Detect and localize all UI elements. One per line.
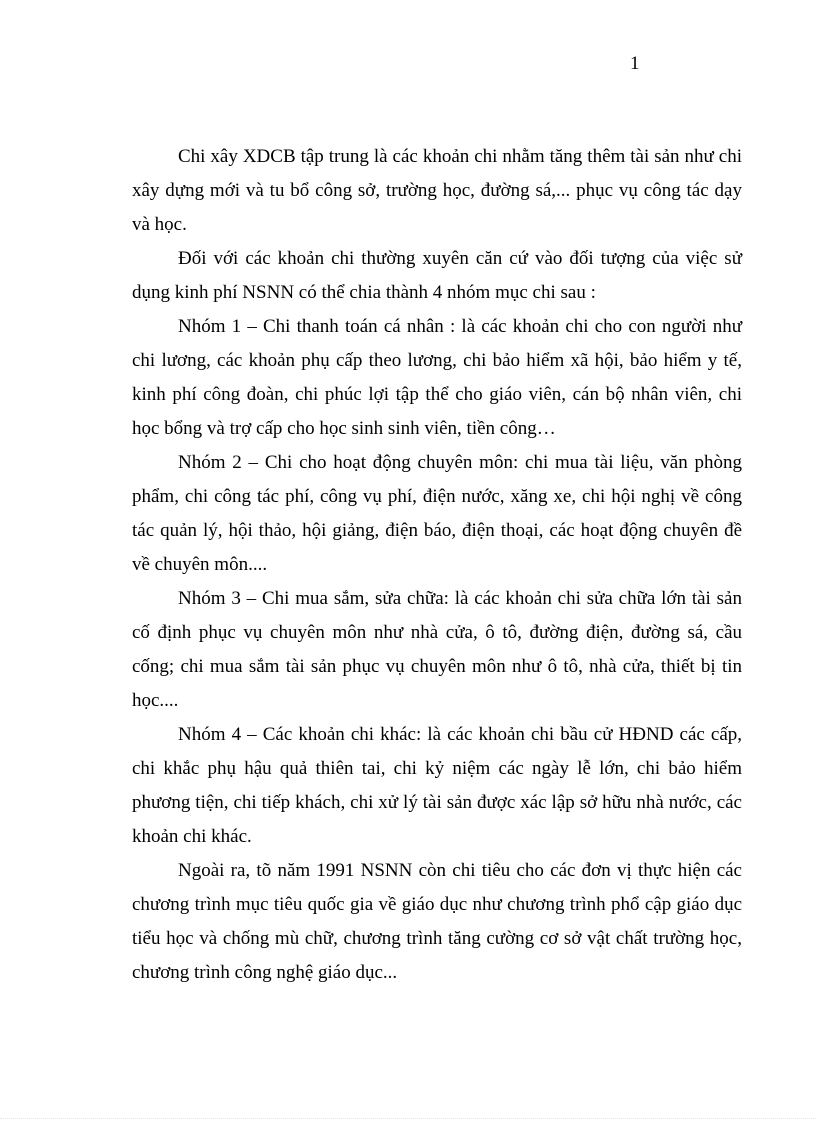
document-body <box>132 140 742 990</box>
paragraph-group-4: Nhóm 4 – Các khoản chi khác: là các khoản chi bầu cử HĐND các cấp, chi khắc phụ hậu quả thiên tai, chi kỷ niệm các ngày lễ lớn, chi bảo hiểm phương tiện, chi tiếp khách, chi xử lý tài sản được xác lập sở hữu nhà nước, các khoản chi khác. <box>132 724 742 847</box>
paragraph-national-programs: Ngoài ra, tõ năm 1991 NSNN còn chi tiêu cho các đơn vị thực hiện các chương trình mục tiêu quốc gia về giáo dục như chương trình phổ cập giáo dục tiểu học và chống mù chữ, chương trình tăng cường cơ sở vật chất trường học, chương trình công nghệ giáo dục... <box>132 860 742 983</box>
paragraph-recurrent-spending: Đối với các khoản chi thường xuyên căn cứ vào đối tượng của việc sử dụng kinh phí NSNN có thể chia thành 4 nhóm mục chi sau : <box>132 248 742 303</box>
paragraph-group-1: Nhóm 1 – Chi thanh toán cá nhân : là các khoản chi cho con người như chi lương, các khoản phụ cấp theo lương, chi bảo hiểm xã hội, bảo hiểm y tế, kinh phí công đoàn, chi phúc lợi tập thể cho giáo viên, cán bộ nhân viên, chi học bổng và trợ cấp cho học sinh sinh viên, tiền công… <box>132 316 742 439</box>
page-number: 1 <box>630 53 640 74</box>
paragraph-group-3: Nhóm 3 – Chi mua sắm, sửa chữa: là các khoản chi sửa chữa lớn tài sản cố định phục vụ chuyên môn như nhà cửa, ô tô, đường điện, đường sá, cầu cống; chi mua sắm tài sản phục vụ chuyên môn như ô tô, nhà cửa, thiết bị tin học.... <box>132 588 742 711</box>
page-bottom-rule <box>0 1118 816 1119</box>
paragraph-group-2: Nhóm 2 – Chi cho hoạt động chuyên môn: chi mua tài liệu, văn phòng phẩm, chi công tác phí, công vụ phí, điện nước, xăng xe, chi hội nghị về công tác quản lý, hội thảo, hội giảng, điện báo, điện thoại, các hoạt động chuyên đề về chuyên môn.... <box>132 452 742 575</box>
paragraph-xdcb: Chi xây XDCB tập trung là các khoản chi nhằm tăng thêm tài sản như chi xây dựng mới và tu bổ công sở, trường học, đường sá,... phục vụ công tác dạy và học. <box>132 146 742 235</box>
